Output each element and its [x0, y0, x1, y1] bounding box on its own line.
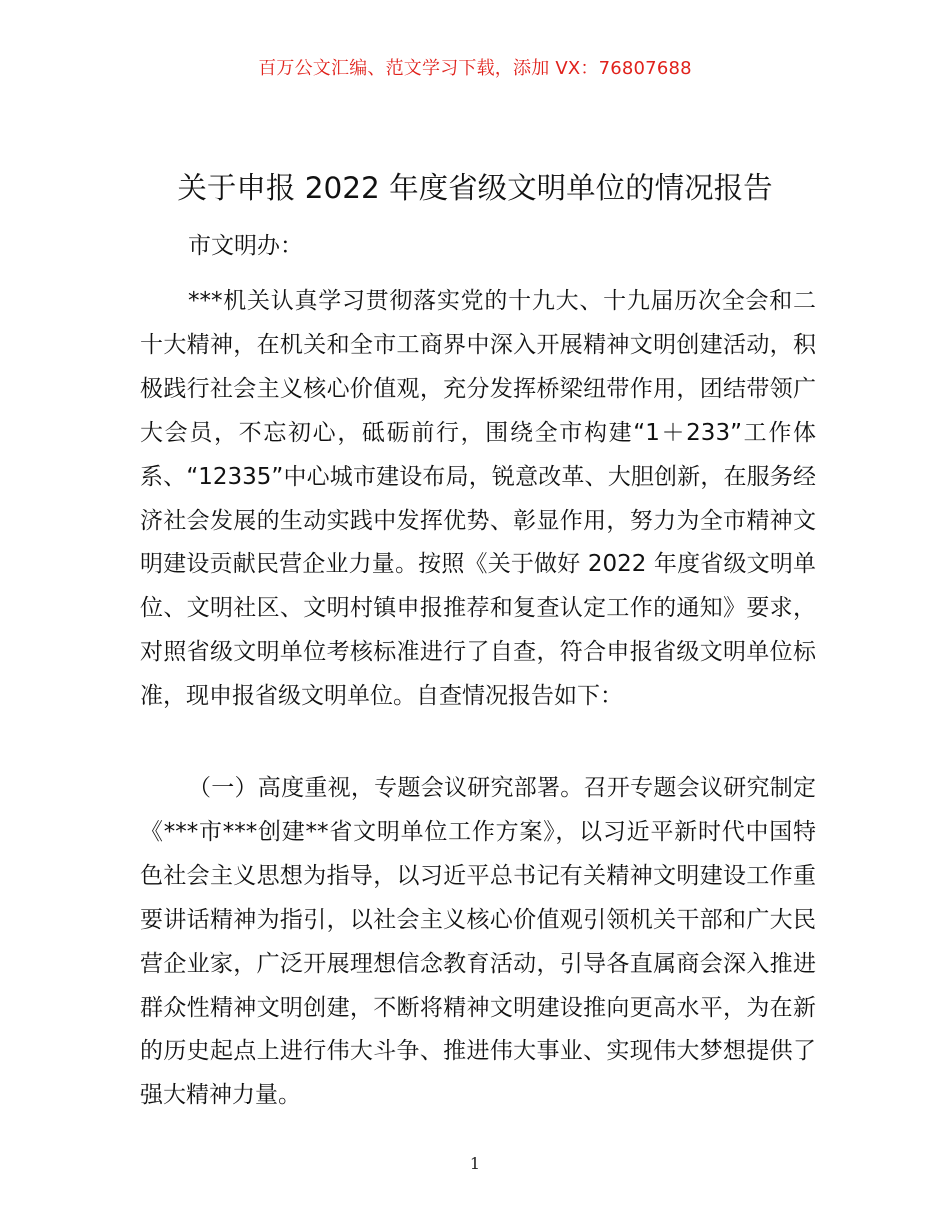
- salutation: 市文明办：: [188, 233, 303, 259]
- page-number: 1: [469, 1154, 481, 1173]
- body-paragraph: ***机关认真学习贯彻落实党的十九大、十九届历次全会和二十大精神，在机关和全市工商界中深入开展精神文明创建活动，积极践行社会主义核心价值观，充分发挥桥梁纽带作用，团结带领广大会员，不忘初心，砥砺前行，围绕全市构建“1＋233”工作体系、“12335”中心城市建设布局，锐意改革、大胆创新，在服务经济社会发展的生动实践中发挥优势、彰显作用，努力为全市精神文明建设贡献民营企业力量。按照《关于做好 2022 年度省级文明单位、文明社区、文明村镇申报推荐和复查认定工作的通知》要求，对照省级文明单位考核标准进行了自查，符合申报省级文明单位标准，现申报省级文明单位。自查情况报告如下：: [140, 288, 816, 710]
- body-paragraph: （一）高度重视，专题会议研究部署。召开专题会议研究制定《***市***创建**省文明单位工作方案》，以习近平新时代中国特色社会主义思想为指导，以习近平总书记有关精神文明建设工作重要讲话精神为指引，以社会主义核心价值观引领机关干部和广大民营企业家，广泛开展理想信念教育活动，引导各直属商会深入推进群众性精神文明创建，不断将精神文明建设推向更高水平，为在新的历史起点上进行伟大斗争、推进伟大事业、实现伟大梦想提供了强大精神力量。: [140, 775, 816, 1109]
- header-banner: 百万公文汇编、范文学习下载，添加 VX：76807688: [258, 58, 692, 79]
- document-title: 关于申报 2022 年度省级文明单位的情况报告: [177, 171, 773, 205]
